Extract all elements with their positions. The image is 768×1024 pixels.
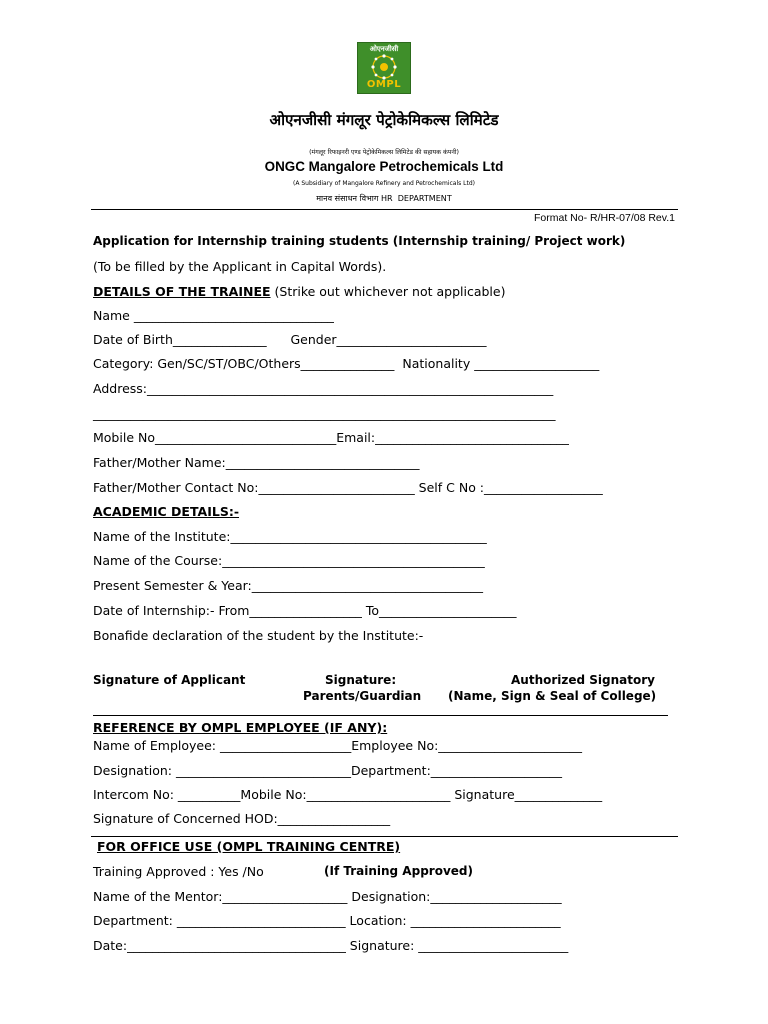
address-field: Address:_________________________________________________________________: [93, 381, 554, 396]
address-line-2: __________________________________________________________________________: [93, 406, 556, 421]
trainee-section-heading: [93, 284, 505, 299]
date-signature-field: Date:___________________________________ Signature: ________________________: [93, 938, 569, 953]
parent-signature-label: Signature:: [325, 673, 397, 687]
signature-divider: [93, 715, 668, 716]
internship-dates-field: Date of Internship:- From__________________ To______________________: [93, 603, 517, 618]
parent-contact-field: Father/Mother Contact No:_________________________ Self C No :___________________: [93, 480, 603, 495]
department-location-field: Department: ___________________________ Location: ________________________: [93, 913, 561, 928]
intercom-mobile-field: Intercom No: __________Mobile No:_______________________ Signature______________: [93, 787, 603, 802]
bonafide-declaration: Bonafide declaration of the student by the Institute:-: [93, 628, 424, 643]
logo-hindi-text: ओएनजीसी: [369, 45, 399, 53]
logo-ompl-text: OMPL: [366, 79, 402, 90]
course-field: Name of the Course:__________________________________________: [93, 553, 485, 568]
applicant-signature-label: Signature of Applicant: [93, 673, 246, 687]
category-nationality-field: Category: Gen/SC/ST/OBC/Others_______________ Nationality ____________________: [93, 356, 600, 371]
department-label: मानव संसाधन विभाग HR DEPARTMENT: [316, 194, 452, 203]
college-seal-label: (Name, Sign & Seal of College): [448, 689, 657, 703]
parent-guardian-label: Parents/Guardian: [303, 689, 422, 703]
trainee-heading-note: (Strike out whichever not applicable): [270, 284, 506, 299]
hod-signature-field: Signature of Concerned HOD:__________________: [93, 811, 391, 826]
employee-field: Name of Employee: _____________________Employee No:_______________________: [93, 738, 583, 753]
ompl-logo: [357, 42, 411, 94]
mentor-field: Name of the Mentor:____________________ Designation:_____________________: [93, 889, 562, 904]
authorized-signatory-label: Authorized Signatory: [511, 673, 655, 687]
parent-name-field: Father/Mother Name:_______________________________: [93, 455, 420, 470]
trainee-heading-text: DETAILS OF THE TRAINEE: [93, 284, 271, 299]
institute-field: Name of the Institute:_________________________________________: [93, 529, 487, 544]
format-number: Format No- R/HR-07/08 Rev.1: [533, 212, 675, 224]
training-approved-field: Training Approved : Yes /No: [93, 864, 264, 879]
office-use-divider: [91, 836, 678, 837]
application-title: Application for Internship training students (Internship training/ Project work): [93, 234, 626, 248]
header-divider: [91, 209, 678, 210]
training-approved-note: (If Training Approved): [324, 864, 473, 878]
mobile-email-field: Mobile No_____________________________Email:_______________________________: [93, 430, 569, 445]
semester-field: Present Semester & Year:_____________________________________: [93, 578, 484, 593]
hindi-subsidiary-note: (मंगलूर रिफाइनरी एण्ड पेट्रोकेमिकल्स लिमिटेड की सहायक कंपनी): [309, 149, 459, 156]
academic-section-heading: ACADEMIC DETAILS:-: [93, 504, 240, 519]
english-company-title: ONGC Mangalore Petrochemicals Ltd: [264, 159, 504, 174]
hindi-company-title: ओएनजीसी मंगलूर पेट्रोकेमिकल्स लिमिटेड: [269, 111, 499, 129]
office-section-heading: FOR OFFICE USE (OMPL TRAINING CENTRE): [97, 839, 401, 854]
english-subsidiary-note: (A Subsidiary of Mangalore Refinery and Petrochemicals Ltd): [292, 180, 475, 187]
name-field: Name ________________________________: [93, 308, 334, 323]
designation-department-field: Designation: ____________________________Department:_____________________: [93, 763, 563, 778]
fill-instruction: (To be filled by the Applicant in Capital Words).: [93, 259, 387, 274]
dob-gender-field: Date of Birth_______________ Gender________________________: [93, 332, 487, 347]
reference-section-heading: REFERENCE BY OMPL EMPLOYEE (IF ANY):: [93, 720, 388, 735]
logo-emblem-icon: [369, 54, 399, 80]
